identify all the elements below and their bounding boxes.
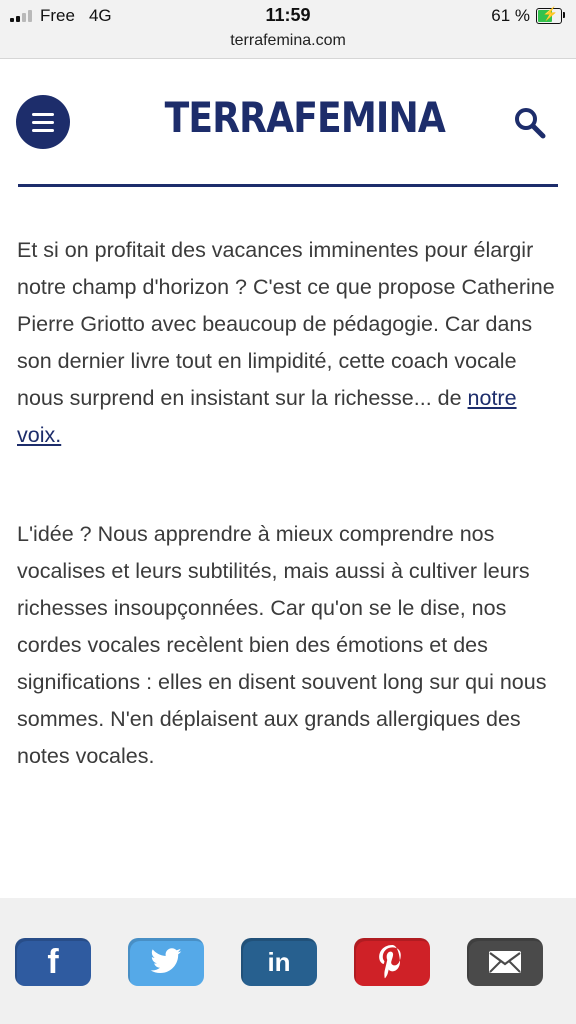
share-bar xyxy=(0,898,576,1024)
facebook-share-button[interactable] xyxy=(15,938,91,986)
article-paragraph xyxy=(17,232,559,454)
article-body xyxy=(17,232,559,775)
battery-icon: ⚡ xyxy=(536,8,562,24)
notre-voix-link[interactable]: notre voix. xyxy=(17,386,517,447)
article-paragraph: L'idée ? Nous apprendre à mieux comprendre nos vocalises et leurs subtilités, mais aussi à cultiver leurs richesses insoupçonnées. Car qu'on se le dise, nos cordes vocales recèlent bien des émotions et des significations : elles en disent souvent long sur qui nous sommes. N'en déplaisent aux grands allergiques des notes vocales. xyxy=(17,522,547,768)
hamburger-menu-icon[interactable] xyxy=(16,95,70,149)
clock: 11:59 xyxy=(265,5,311,25)
pinterest-icon xyxy=(377,945,407,979)
twitter-share-button[interactable] xyxy=(128,938,204,986)
email-share-button[interactable] xyxy=(467,938,543,986)
site-logo[interactable]: TERRAFEMINA xyxy=(164,93,445,142)
header-divider xyxy=(18,184,558,187)
battery-percent: 61 % xyxy=(491,6,530,25)
twitter-icon xyxy=(149,948,183,976)
envelope-icon xyxy=(488,950,522,974)
paragraph-text: Et si on profitait des vacances imminentes pour élargir notre champ d'horizon ? C'est ce que propose Catherine Pierre Griotto avec beaucoup de pédagogie. Car dans son dernier livre tout en limpidité, cette coach vocale nous surprend en insistant sur la richesse... de xyxy=(17,238,555,410)
linkedin-icon: in xyxy=(267,946,291,977)
search-icon[interactable] xyxy=(512,105,548,141)
network-type: 4G xyxy=(88,6,112,25)
status-right xyxy=(491,6,562,26)
site-header xyxy=(0,59,576,185)
carrier-name: Free xyxy=(40,6,75,25)
status-bar xyxy=(0,0,576,59)
linkedin-share-button[interactable] xyxy=(241,938,317,986)
pinterest-share-button[interactable] xyxy=(354,938,430,986)
facebook-icon: f xyxy=(47,942,59,981)
url-bar[interactable]: terrafemina.com xyxy=(230,32,346,49)
